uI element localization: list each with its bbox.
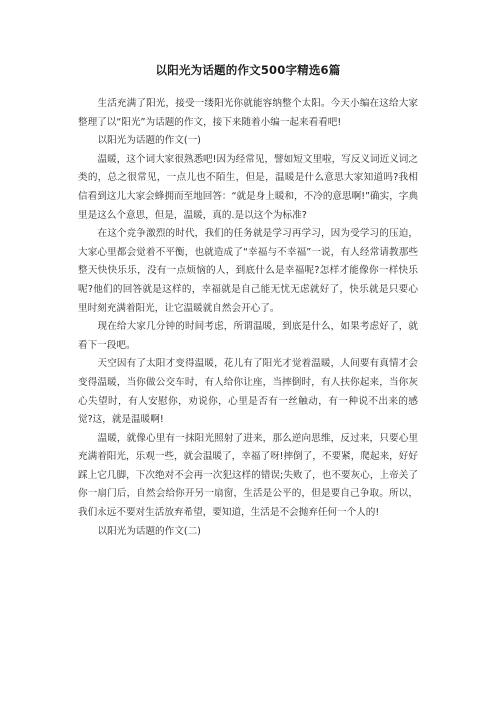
body-paragraph: 温暖，这个词大家很熟悉吧!因为经常见，譬如短文里啦，写反义词近义词之类的，总之很常见，一点儿也不陌生，但是，温暖是什么意思大家知道吗?我相信看到这儿大家会蜂拥而至地回答：“就是身上暖和，不冷的意思啊!”确实，字典里是这么个意思，但是，温暖，真的.是以这个为标准?	[78, 153, 418, 221]
body-paragraph: 在这个竞争激烈的时代，我们的任务就是学习再学习，因为受学习的压迫，大家心里都会觉着不平衡，也就造成了“幸福与不幸福”一说，有人经常请教那些整天快快乐乐，没有一点烦恼的人，到底什么是幸福呢?怎样才能像你一样快乐呢?他们的回答就是这样的，幸福就是自己能无忧无虑就好了，快乐就是只要心里时刻充满着阳光，让它温暖就自然会开心了。	[78, 228, 418, 314]
intro-paragraph: 生活充满了阳光，接受一缕阳光你就能容纳整个太阳。今天小编在这给大家整理了以“阳光”为话题的作文，接下来随着小编一起来看看吧!	[78, 98, 418, 128]
section-heading-1: 以阳光为话题的作文(一)	[97, 135, 201, 147]
body-paragraph: 天空因有了太阳才变得温暖，花儿有了阳光才觉着温暖，人间要有真情才会变得温暖，当你做公交车时，有人给你让座，当摔倒时，有人扶你起来，当你灰心失望时，有人安慰你，劝说你，心里是否有一丝触动，有一种说不出来的感觉?这，就是温暖啊!	[78, 358, 418, 426]
section-heading-2: 以阳光为话题的作文(二)	[97, 525, 201, 537]
body-paragraph: 温暖，就像心里有一抹阳光照射了进来，那么逆向思维，反过来，只要心里充满着阳光，乐观一些，就会温暖了，幸福了呀!摔倒了，不要紧，爬起来，好好踩上它几脚，下次绝对不会再一次犯这样的错误;失败了，也不要灰心，上帝关了你一扇门后，自然会给你开另一扇窗，生活是公平的，但是要自己争取。所以，我们永远不要对生活放弃希望，要知道，生活是不会抛弃任何一个人的!	[78, 432, 418, 519]
document-title: 以阳光为话题的作文500字精选6篇	[155, 63, 341, 77]
body-paragraph: 现在给大家几分钟的时间考虑，所谓温暖，到底是什么，如果考虑好了，就看下一段吧。	[78, 321, 418, 351]
